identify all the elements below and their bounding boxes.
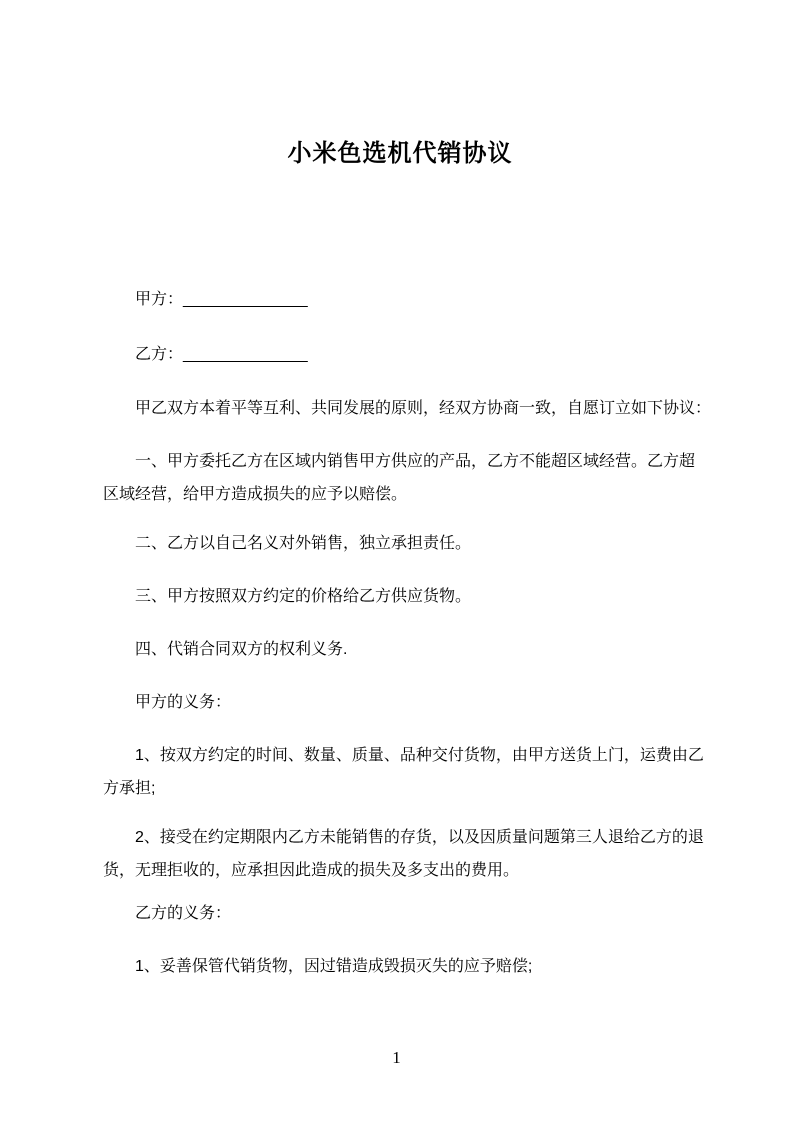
- party-a-label: 甲方：: [135, 291, 184, 308]
- clause-1: 一、甲方委托乙方在区域内销售甲方供应的产品，乙方不能超区域经营。乙方超 区域经营，给甲方造成损失的应予以赔偿。: [103, 453, 696, 503]
- party-b-obligation-1: 1、妥善保管代销货物，因过错造成毁损灭失的应予赔偿;: [135, 958, 533, 975]
- party-a-obligation-1: 1、按双方约定的时间、数量、质量、品种交付货物，由甲方送货上门，运费由乙 方承担;: [103, 747, 704, 797]
- party-b-blank-line: ______________: [183, 346, 308, 363]
- document-title: 小米色选机代销协议: [287, 140, 513, 167]
- intro-paragraph: 甲乙双方本着平等互利、共同发展的原则，经双方协商一致，自愿订立如下协议：: [135, 400, 712, 417]
- party-a-obligations-heading: 甲方的义务：: [135, 694, 232, 711]
- party-b-obligations-heading: 乙方的义务：: [135, 905, 232, 922]
- party-a-line: [103, 283, 715, 316]
- party-a-obligation-2: 2、接受在约定期限内乙方未能销售的存货，以及因质量问题第三人退给乙方的退 货，无理拒收的，应承担因此造成的损失及多支出的费用。: [103, 829, 704, 879]
- party-b-line: [103, 338, 715, 371]
- clause-3: 三、甲方按照双方约定的价格给乙方供应货物。: [135, 588, 472, 605]
- party-a-blank-line: ______________: [183, 291, 308, 308]
- page-number: 1: [392, 1048, 401, 1067]
- clause-2: 二、乙方以自己名义对外销售，独立承担责任。: [135, 535, 472, 552]
- clause-4: 四、代销合同双方的权利义务.: [135, 641, 348, 658]
- party-b-label: 乙方：: [135, 346, 184, 363]
